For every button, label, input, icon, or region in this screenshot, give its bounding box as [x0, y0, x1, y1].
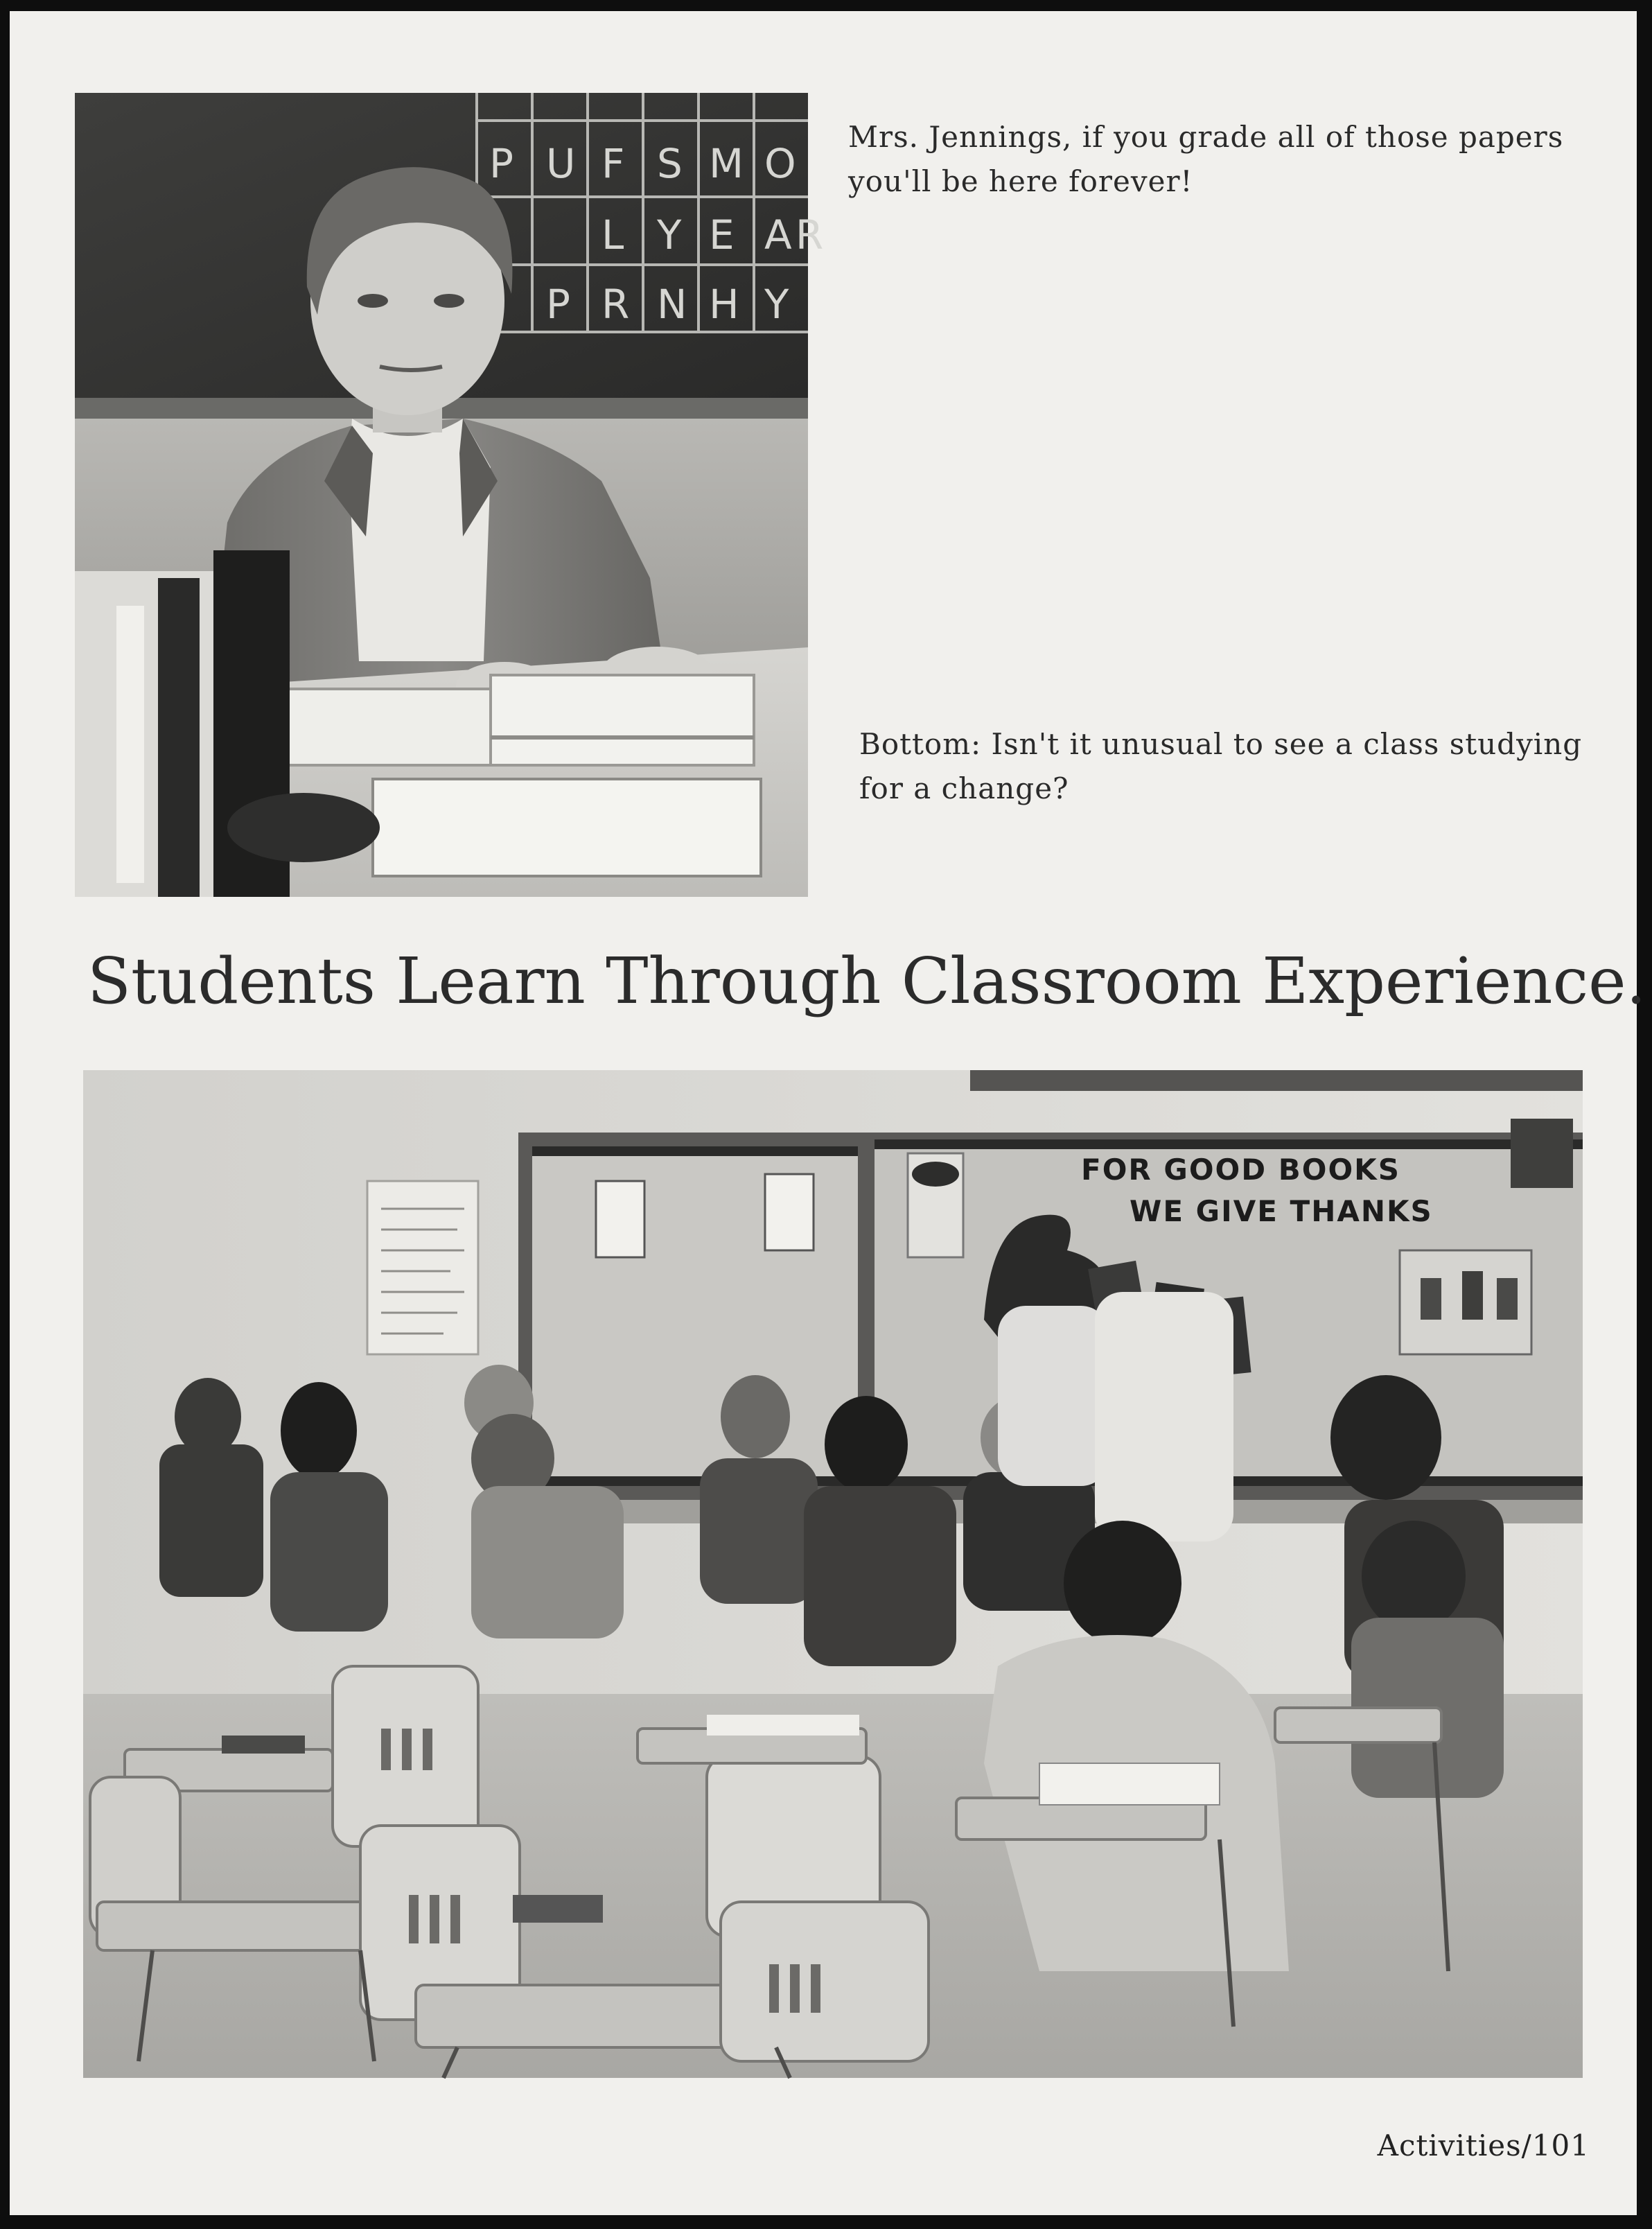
chalk-letter: Y: [764, 281, 789, 328]
teacher-photo-caption: Mrs. Jennings, if you grade all of those papers you'll be here forever!: [848, 120, 1564, 198]
chalk-letter: P: [546, 281, 570, 328]
bulletin-text-line-2: WE GIVE THANKS: [1130, 1194, 1433, 1228]
chalk-letter: L: [601, 211, 624, 259]
chalk-letter: Y: [657, 211, 682, 259]
chalk-letter: H: [709, 281, 739, 328]
teacher-photo-graphic: [75, 93, 824, 897]
bottom-photo-caption: Bottom: Isn't it unusual to see a class studying for a change?: [859, 727, 1583, 805]
chalk-letter: N: [657, 281, 687, 328]
page-folio: Activities/101: [1377, 2129, 1590, 2162]
chalk-letter: M: [709, 140, 744, 187]
teacher-photo: [75, 93, 824, 897]
chalk-letter: E: [709, 211, 735, 259]
classroom-photo-graphic: [83, 1070, 1583, 2078]
chalk-letter: O: [764, 140, 796, 187]
chalk-letter: R: [796, 211, 824, 259]
chalk-letter: P: [489, 140, 513, 187]
chalk-letter: F: [601, 140, 625, 187]
chalk-letter: R: [601, 281, 630, 328]
chalk-letter: S: [657, 140, 683, 187]
bulletin-text-line-1: FOR GOOD BOOKS: [1081, 1153, 1400, 1187]
yearbook-page: [10, 11, 1646, 2215]
chalk-letter: A: [764, 211, 792, 259]
page-headline: Students Learn Through Classroom Experience.: [87, 944, 1646, 1018]
classroom-photo: [83, 1070, 1583, 2078]
chalk-letter: U: [546, 140, 576, 187]
